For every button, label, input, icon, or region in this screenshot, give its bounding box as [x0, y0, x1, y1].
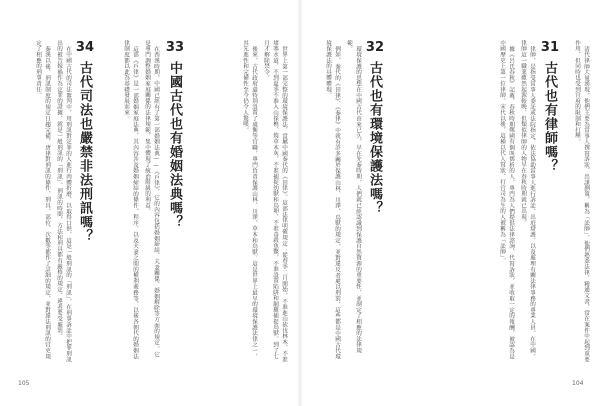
paragraph: 環境保護的思想在中國古代由來已久，早在先秦時期，人們就已經認識到保護自然資源的重要性，並制定了相應的法律規範。 — [346, 40, 361, 353]
paragraph: 這部《戶律》是一部婚姻家庭法典，其內容涉及婚姻締結的條件、程序，以及夫妻之間的權利義務等，以後各朝代的婚姻法律制度都以此為基礎發展而來。 — [123, 40, 138, 359]
question-34-number: 34 — [75, 40, 94, 55]
paragraph: 在中國古代的司法審判中，用刑訊對定罪的人進行肉體折磨，以取得口供，這是一般刑訊的「刑訊」，在刑事訴訟中把罪刑訊出的被告嫁禍作為定罪的證據，就是一般刑訊的「刑訊」。刑訊的時間、方法和刑具都有嚴格的規定，違者要受處罰。 — [56, 40, 71, 362]
question-31-text — [388, 40, 536, 362]
question-34-title: 古代司法也嚴禁非法刑訊嗎？ — [77, 61, 92, 243]
question-34-heading — [75, 40, 94, 340]
paragraph: 律師，是指受當事人委託或法院指定，依法協助當事人進行訴訟、出庭辯護，以及處理有關法律事務的專業人員。在中國，律師這一職業雖然起源較晚，但類似律師的人物早在春秋時期就已出現。 — [520, 40, 535, 359]
question-32-heading — [365, 40, 384, 340]
question-32-text — [312, 40, 362, 362]
question-31-title: 古代也有律師嗎？ — [542, 61, 557, 173]
paragraph: 在西漢時期，中國已經有了第一部婚姻法典——《戶律》，它的內容包括婚姻締結、夫妻關係、婚姻解除等方面的規定。它是專門調整婚姻家庭關係的法律規範，集中體現了統治階級的利益。 — [144, 40, 159, 357]
paragraph: 例如，秦代的《田律》、《秦律》中就有許多關於保護山林、川澤、鳥獸的規定，並對違反者處以刑罰，這些都是中國古代環境保護法的具體體現。 — [325, 40, 340, 359]
question-34-text — [22, 40, 72, 362]
question-33-number: 33 — [165, 40, 184, 55]
question-32-title: 古代也有環境保護法嗎？ — [367, 61, 382, 215]
question-33-title: 中國古代也有婚姻法典嗎？ — [167, 61, 182, 229]
paragraph: 世界上第一部完整的環境保護法，當屬中國秦代的《田律》。這部法律明確規定：從春季二月開始，不准進山砍伐林木，不准堵塞水道，不到夏季不准入山採樵、燒草木灰，不准捕捉幼獸和鳥卵，不准毒殺魚鱉，不准設置陷阱和網羅捕捉鳥獸。到了七月才解除禁令。 — [263, 40, 287, 362]
paragraph: 秦漢以後，刑訊制度的規定日趨完備，唐律對刑訊的條件、刑具、部位、次數等都作了詳細的規定，並對違法刑訊的官吏規定了相應的刑事責任。 — [35, 40, 50, 359]
question-31-number: 31 — [540, 40, 559, 55]
question-33-text — [98, 40, 160, 362]
question-31-heading — [540, 40, 559, 340]
right-page — [300, 0, 600, 406]
page-number-left: 105 — [18, 380, 30, 387]
page-number-right: 104 — [572, 380, 584, 387]
question-33-heading — [165, 40, 184, 340]
continued-text — [562, 40, 590, 362]
left-page-body-text — [188, 40, 288, 362]
paragraph: 清代律師大量湧現，他們主要為當事人撰寫訴狀、出謀劃策，稱為「訟師」。他們熟悉法律，精通文書，常在案件中起到重要作用，但同時也受到官府的限制和打壓。 — [574, 40, 589, 362]
question-32-number: 32 — [365, 40, 384, 55]
paragraph: 據《呂氏春秋》記載，春秋時期鄭國有個叫鄧析的人，專門為人們提供法律諮詢、代寫訴狀，並收取一定的報酬，被認為是中國歷史上第一位律師。宋代以後，這種以代人寫狀、打官司為生的人被稱為「訟師」。 — [499, 40, 514, 359]
paragraph: 後來，古代政府還特別設置了虞衡等官職，專門負責保護山林、川澤、草木和鳥獸。這是世界上最早的環境保護法律之一，其先進性和完備性至今仍令人驚嘆。 — [242, 40, 257, 359]
